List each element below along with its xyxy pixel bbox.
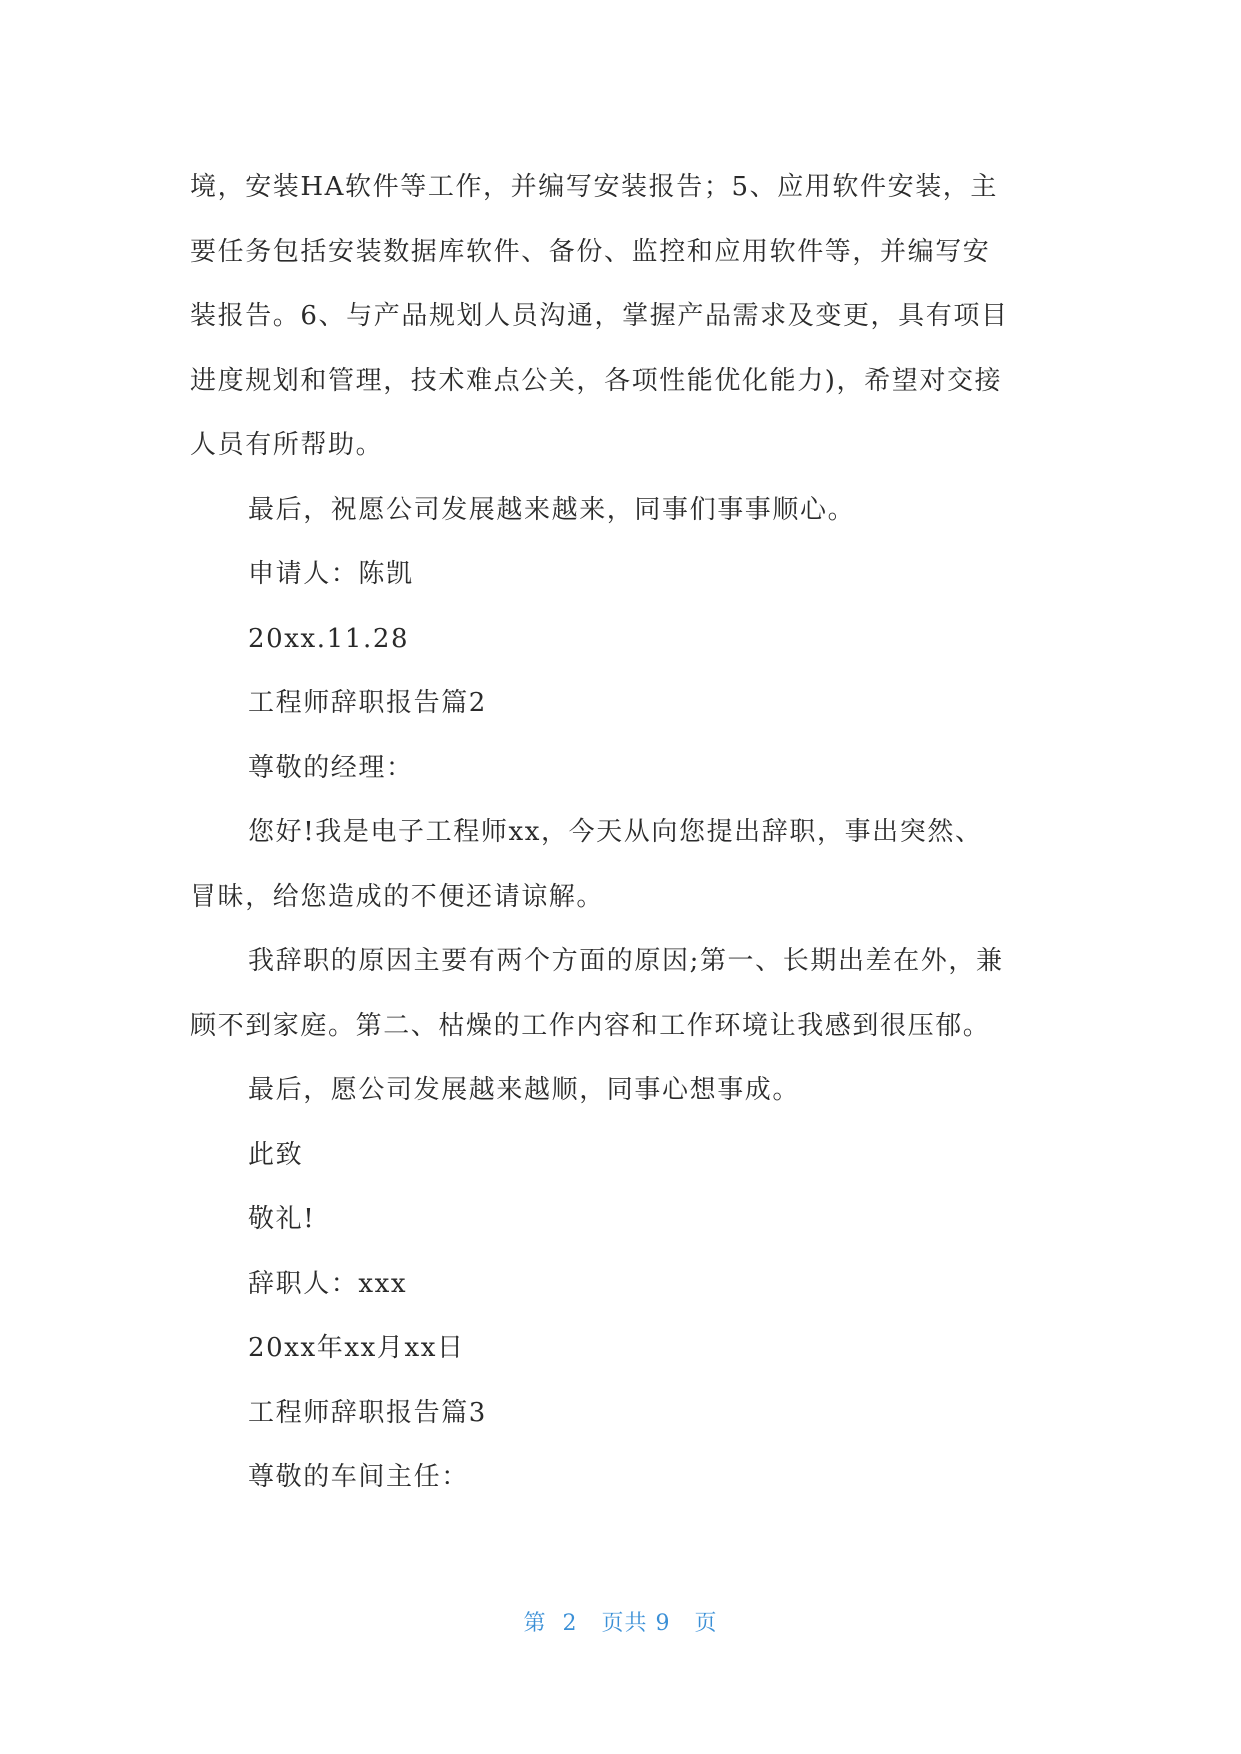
paragraph-line: 人员有所帮助。 bbox=[190, 430, 384, 460]
closing-regards: 敬礼! bbox=[248, 1204, 316, 1234]
paragraph-line: 我辞职的原因主要有两个方面的原因;第一、长期出差在外，兼 bbox=[248, 946, 1004, 976]
paragraph-line: 您好!我是电子工程师xx，今天从向您提出辞职，事出突然、 bbox=[248, 817, 983, 847]
closing-phrase: 此致 bbox=[248, 1139, 304, 1170]
resigner-signature: 辞职人：xxx bbox=[248, 1268, 408, 1299]
salutation: 尊敬的车间主任： bbox=[248, 1462, 469, 1492]
date-line: 20xx年xx月xx日 bbox=[248, 1333, 465, 1363]
date-line: 20xx.11.28 bbox=[248, 623, 410, 654]
section-title: 工程师辞职报告篇3 bbox=[248, 1397, 487, 1428]
paragraph-line: 顾不到家庭。第二、枯燥的工作内容和工作环境让我感到很压郁。 bbox=[190, 1010, 991, 1041]
closing-wish: 最后，祝愿公司发展越来越来，同事们事事顺心。 bbox=[248, 494, 856, 525]
section-title: 工程师辞职报告篇2 bbox=[248, 688, 487, 718]
closing-wish: 最后，愿公司发展越来越顺，同事心想事成。 bbox=[248, 1075, 801, 1105]
applicant-signature: 申请人：陈凯 bbox=[248, 559, 414, 589]
page-number-footer: 第 2 页共 9 页 bbox=[523, 1611, 718, 1636]
paragraph-line: 冒昧，给您造成的不便还请谅解。 bbox=[190, 881, 605, 912]
paragraph-line: 境，安装HA软件等工作，并编写安装报告；5、应用软件安装，主 bbox=[190, 172, 998, 202]
salutation: 尊敬的经理： bbox=[248, 752, 414, 783]
paragraph-line: 进度规划和管理，技术难点公关，各项性能优化能力)，希望对交接 bbox=[190, 365, 1003, 396]
paragraph-line: 要任务包括安装数据库软件、备份、监控和应用软件等，并编写安 bbox=[190, 236, 991, 267]
document-body bbox=[190, 155, 1052, 1510]
paragraph-line: 装报告。6、与产品规划人员沟通，掌握产品需求及变更，具有项目 bbox=[190, 301, 1009, 331]
